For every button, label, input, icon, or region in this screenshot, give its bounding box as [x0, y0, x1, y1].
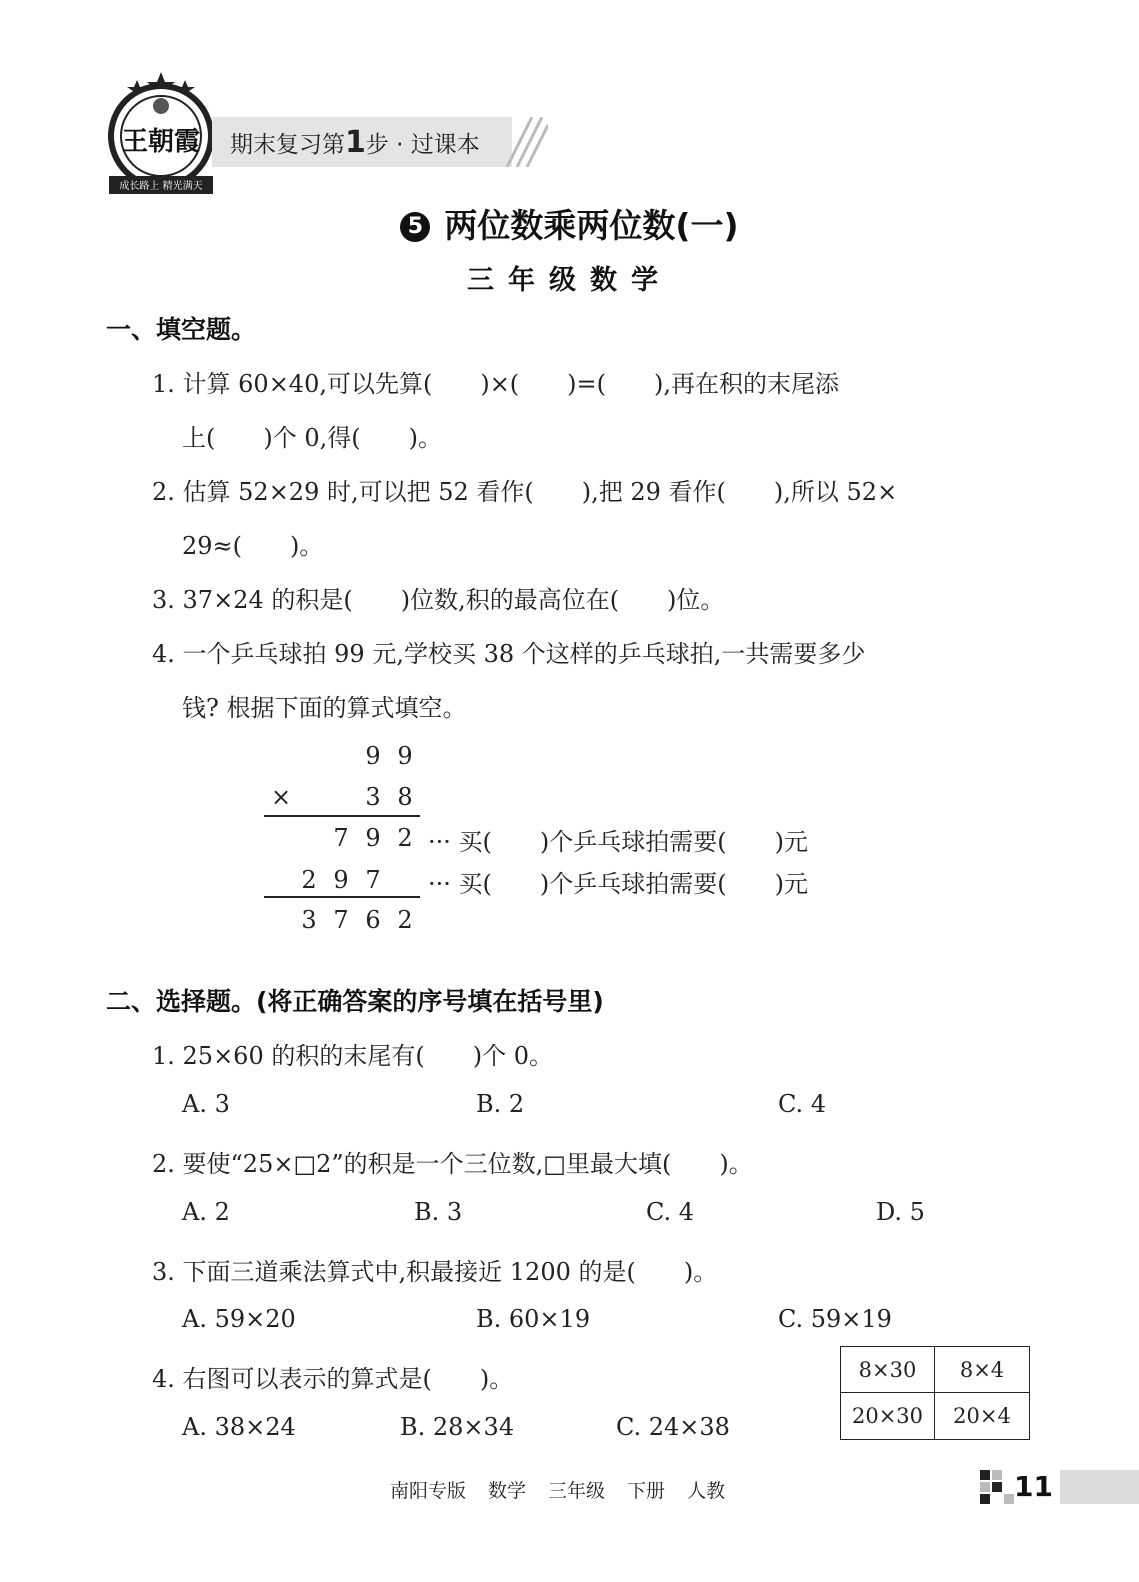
- grid-cell: 8×4: [935, 1347, 1029, 1393]
- calc-line: [264, 896, 420, 898]
- section1-heading: 一、填空题。: [106, 315, 257, 344]
- s2-q2-option-d: D. 5: [876, 1198, 925, 1226]
- calc-digit: 3: [301, 906, 317, 934]
- calc-digit: 7: [333, 906, 349, 934]
- logo-wordmark: 王朝霞: [121, 127, 201, 157]
- s2-q2-option-a: A. 2: [182, 1198, 230, 1226]
- calc-digit: 9: [397, 742, 413, 770]
- s1-q3: 3. 37×24 的积是( )位数,积的最高位在( )位。: [152, 586, 725, 614]
- calc-note-1: ··· 买( )个乒乓球拍需要( )元: [428, 828, 808, 856]
- calc-digit: 8: [397, 783, 413, 811]
- footer-decoration: [980, 1470, 1014, 1504]
- s2-q4-option-c: C. 24×38: [616, 1413, 730, 1441]
- s2-q3-option-b: B. 60×19: [476, 1305, 591, 1333]
- s2-q4-option-a: A. 38×24: [182, 1413, 296, 1441]
- s2-q2: 2. 要使“25×□2”的积是一个三位数,□里最大填( )。: [152, 1150, 753, 1178]
- s2-q3: 3. 下面三道乘法算式中,积最接近 1200 的是( )。: [152, 1258, 718, 1286]
- area-model-grid: [840, 1346, 1030, 1440]
- s1-q4-line2: 钱? 根据下面的算式填空。: [182, 694, 467, 722]
- lesson-number-badge: 5: [400, 212, 430, 242]
- calc-digit: 2: [397, 824, 413, 852]
- calc-digit: 3: [365, 783, 381, 811]
- lesson-subtitle: 三年级数学: [467, 265, 672, 296]
- s2-q4-option-b: B. 28×34: [400, 1413, 515, 1441]
- s2-q2-option-b: B. 3: [414, 1198, 463, 1226]
- s2-q1-option-c: C. 4: [778, 1090, 827, 1118]
- s2-q2-option-c: C. 4: [646, 1198, 695, 1226]
- s2-q1-option-b: B. 2: [476, 1090, 525, 1118]
- s1-q2-line1: 2. 估算 52×29 时,可以把 52 看作( ),把 29 看作( ),所以 52×: [152, 478, 898, 506]
- calc-digit: 2: [301, 866, 317, 894]
- grid-cell: 20×4: [953, 1404, 1011, 1428]
- calc-digit: 2: [397, 906, 413, 934]
- publisher-logo: [103, 70, 219, 200]
- s1-q4-line1: 4. 一个乒乓球拍 99 元,学校买 38 个这样的乒乓球拍,一共需要多少: [152, 640, 866, 668]
- calc-digit: 6: [365, 906, 381, 934]
- lesson-title: 5 两位数乘两位数(一): [0, 200, 1139, 247]
- calc-digit: 7: [333, 824, 349, 852]
- calc-digit: 7: [365, 866, 381, 894]
- s2-q3-option-c: C. 59×19: [778, 1305, 892, 1333]
- s1-q2-line2: 29≈( )。: [182, 532, 324, 560]
- calc-digit: 9: [333, 866, 349, 894]
- header-banner-text: 期末复习第1步 · 过课本: [230, 125, 480, 160]
- page-number: 11: [1014, 1470, 1053, 1503]
- grid-cell: 8×30: [841, 1347, 935, 1393]
- grid-cell: 20×30: [841, 1393, 935, 1439]
- s2-q4: 4. 右图可以表示的算式是( )。: [152, 1365, 514, 1393]
- calc-note-2: ··· 买( )个乒乓球拍需要( )元: [428, 870, 808, 898]
- calc-line: [264, 815, 420, 817]
- s1-q1-line1: 1. 计算 60×40,可以先算( )×( )=( ),再在积的末尾添: [152, 370, 839, 398]
- calc-times-sign: ×: [270, 783, 292, 811]
- calc-digit: 9: [365, 742, 381, 770]
- section2-heading: 二、选择题。(将正确答案的序号填在括号里): [106, 987, 604, 1016]
- svg-text:成长路上 精光满天: 成长路上 精光满天: [119, 181, 203, 192]
- s2-q3-option-a: A. 59×20: [182, 1305, 296, 1333]
- footer-info: 南阳专版 数学 三年级 下册 人教: [390, 1480, 726, 1502]
- s2-q1: 1. 25×60 的积的末尾有( )个 0。: [152, 1042, 553, 1070]
- calc-digit: 9: [365, 824, 381, 852]
- s1-q1-line2: 上( )个 0,得( )。: [182, 424, 442, 452]
- s2-q1-option-a: A. 3: [182, 1090, 230, 1118]
- page-number-bar: [1060, 1470, 1139, 1504]
